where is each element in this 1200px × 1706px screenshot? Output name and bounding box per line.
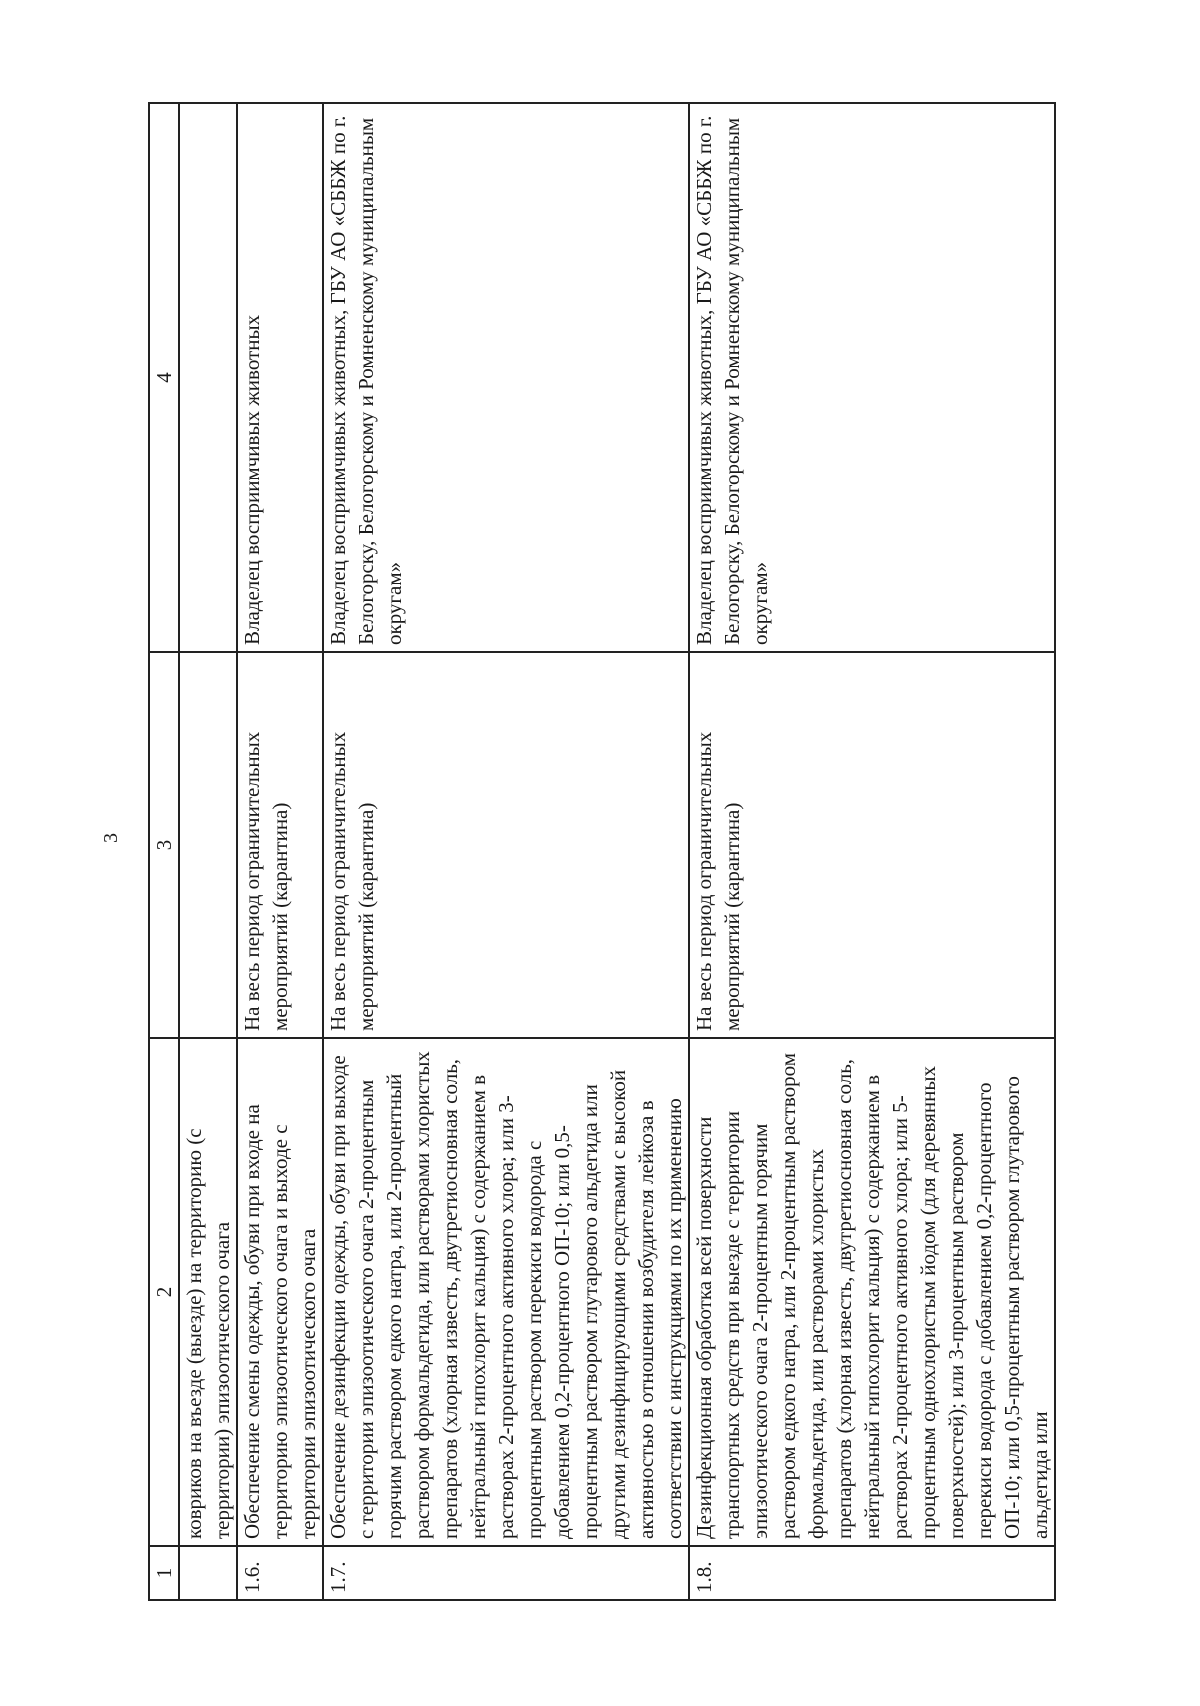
row-number: 1.8. [689,1546,1055,1600]
row-number: 1.7. [323,1546,689,1600]
table-row [237,103,323,1600]
responsible-cell: Владелец восприимчивых животных [237,103,323,652]
column-header-3: 3 [149,652,179,1038]
column-header-1: 1 [149,1546,179,1600]
measure-cell: Дезинфекционная обработка всей поверхности транспортных средств при выезде с территории эпизоотического очага 2-процентным горячим раствором едкого натра, или 2-процентным раствором формальдегида, или растворами хлористых препаратов (хлорная известь, двутретиосновная соль, нейтральный гипохлорит кальция) с содержанием в растворах 2-процентного активного хлора; или 5-процентным однохлористым йодом (для деревянных поверхностей); или 3-процентным раствором перекиси водорода с добавлением 0,2-процентного ОП-10; или 0,5-процентным раствором глутарового альдегида или [689,1038,1055,1546]
table-row [689,103,1055,1600]
table-row [179,103,237,1600]
responsible-cell: Владелец восприимчивых животных, ГБУ АО «СББЖ по г. Белогорску, Белогорскому и Ромненскому муниципальным округам» [689,103,1055,652]
measure-cell: Обеспечение дезинфекции одежды, обуви при выходе с территории эпизоотического очага 2-процентным горячим раствором едкого натра, или 2-процентный раствором формальдегида, или растворами хлористых препаратов (хлорная известь, двутретиосновная соль, нейтральный гипохлорит кальция) с содержанием в растворах 2-процентного активного хлора; или 3-процентным раствором перекиси водорода с добавлением 0,2-процентного ОП-10; или 0,5-процентным раствором глутарового альдегида или другими дезинфицирующими средствами с высокой активностью в отношении возбудителя лейкоза в соответствии с инструкциями по их применению [323,1038,689,1546]
column-header-2: 2 [149,1038,179,1546]
row-number [179,1546,237,1600]
term-cell: На весь период ограничительных мероприятий (карантина) [689,652,1055,1038]
page-number: 3 [100,833,122,843]
measures-table [148,102,1056,1601]
row-number: 1.6. [237,1546,323,1600]
term-cell: На весь период ограничительных мероприятий (карантина) [323,652,689,1038]
measure-cell: ковриков на въезде (выезде) на территорию (с территории) эпизоотического очага [179,1038,237,1546]
column-header-4: 4 [149,103,179,652]
measures-table-container [148,104,1088,1601]
responsible-cell [179,103,237,652]
table-header-row [149,103,179,1600]
term-cell [179,652,237,1038]
term-cell: На весь период ограничительных мероприятий (карантина) [237,652,323,1038]
table-row [323,103,689,1600]
measure-cell: Обеспечение смены одежды, обуви при входе на территорию эпизоотического очага и выходе с территории эпизоотического очага [237,1038,323,1546]
responsible-cell: Владелец восприимчивых животных, ГБУ АО «СББЖ по г. Белогорску, Белогорскому и Ромненскому муниципальным округам» [323,103,689,652]
